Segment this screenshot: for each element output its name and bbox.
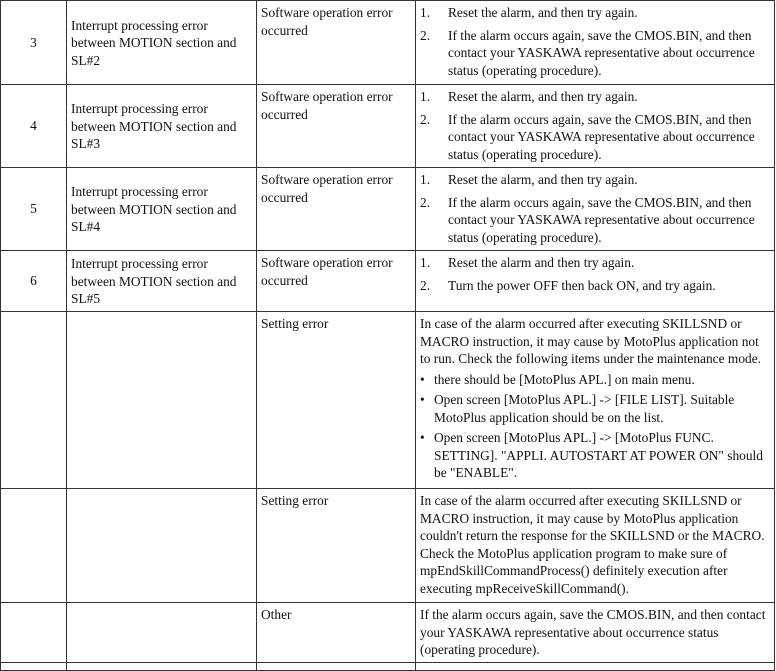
empty-cell — [416, 662, 775, 670]
remedy-cell — [416, 85, 775, 168]
check-item: • Open screen [MotoPlus APL.] -> [FILE LIST]. Suitable MotoPlus application should be on the list. — [420, 392, 735, 425]
remedy-cell — [416, 251, 775, 312]
remedy-step: 2. If the alarm occurs again, save the CMOS.BIN, and then contact your YASKAWA representative about occurrence status (operating procedure). — [420, 111, 755, 162]
alarm-description: Interrupt processing error between MOTION section and SL#5 — [67, 251, 257, 312]
alarm-cause: Software operation error occurred — [257, 85, 416, 168]
empty-cell — [1, 603, 67, 663]
remedy-cell — [416, 1, 775, 85]
alarm-subcode: 6 — [1, 251, 67, 312]
alarm-cause: Software operation error occurred — [257, 168, 416, 251]
table-row — [1, 312, 775, 489]
remedy-step: 2. Turn the power OFF then back ON, and try again. — [420, 277, 716, 293]
empty-cell — [257, 662, 416, 670]
remedy-step: 2. If the alarm occurs again, save the CMOS.BIN, and then contact your YASKAWA representative about occurrence status (operating procedure). — [420, 27, 755, 78]
alarm-description: Interrupt processing error between MOTION section and SL#2 — [67, 1, 257, 85]
remedy-intro: In case of the alarm occurred after executing SKILLSND or MACRO instruction, it may cause by MotoPlus application not to run. Check the following items under the maintenance mode. — [420, 316, 761, 366]
alarm-description: Interrupt processing error between MOTION section and SL#4 — [67, 168, 257, 251]
alarm-cause: Other — [257, 603, 416, 663]
empty-cell — [1, 312, 67, 489]
remedy-step: 1. Reset the alarm and then try again. — [420, 255, 635, 270]
table-row — [1, 85, 775, 168]
empty-cell — [67, 603, 257, 663]
table-row — [1, 603, 775, 663]
alarm-description: Interrupt processing error between MOTION section and SL#3 — [67, 85, 257, 168]
empty-cell — [67, 312, 257, 489]
remedy-step: 1. Reset the alarm, and then try again. — [420, 172, 638, 187]
table-row — [1, 1, 775, 85]
empty-cell — [67, 662, 257, 670]
remedy-step: 2. If the alarm occurs again, save the CMOS.BIN, and then contact your YASKAWA representative about occurrence status (operating procedure). — [420, 194, 755, 245]
remedy-text: If the alarm occurs again, save the CMOS.BIN, and then contact your YASKAWA representative about occurrence status (operating procedure). — [416, 603, 775, 663]
alarm-subcode: 4 — [1, 85, 67, 168]
table-row — [1, 489, 775, 603]
alarm-subcode: 5 — [1, 168, 67, 251]
check-item: • Open screen [MotoPlus APL.] -> [MotoPlus FUNC. SETTING]. "APPLI. AUTOSTART AT POWER ON" should be "ENABLE". — [420, 430, 763, 480]
table-row — [1, 662, 775, 670]
remedy-text: In case of the alarm occurred after executing SKILLSND or MACRO instruction, it may cause by MotoPlus application couldn't return the response for the SKILLSND or the MACRO. Check the MotoPlus application program to make sure of mpEndSkillCommandProcess() definitely execution after executing mpReceiveSkillCommand(). — [416, 489, 775, 603]
alarm-cause: Software operation error occurred — [257, 251, 416, 312]
empty-cell — [1, 662, 67, 670]
alarm-cause: Software operation error occurred — [257, 1, 416, 85]
remedy-cell — [416, 312, 775, 489]
empty-cell — [1, 489, 67, 603]
empty-cell — [67, 489, 257, 603]
table-row — [1, 168, 775, 251]
alarm-cause: Setting error — [257, 312, 416, 489]
remedy-step: 1. Reset the alarm, and then try again. — [420, 5, 638, 20]
remedy-cell — [416, 168, 775, 251]
remedy-step: 1. Reset the alarm, and then try again. — [420, 89, 638, 104]
check-item: • there should be [MotoPlus APL.] on main menu. — [420, 371, 695, 387]
alarm-subcode: 3 — [1, 1, 67, 85]
table-row — [1, 251, 775, 312]
alarm-cause: Setting error — [257, 489, 416, 603]
